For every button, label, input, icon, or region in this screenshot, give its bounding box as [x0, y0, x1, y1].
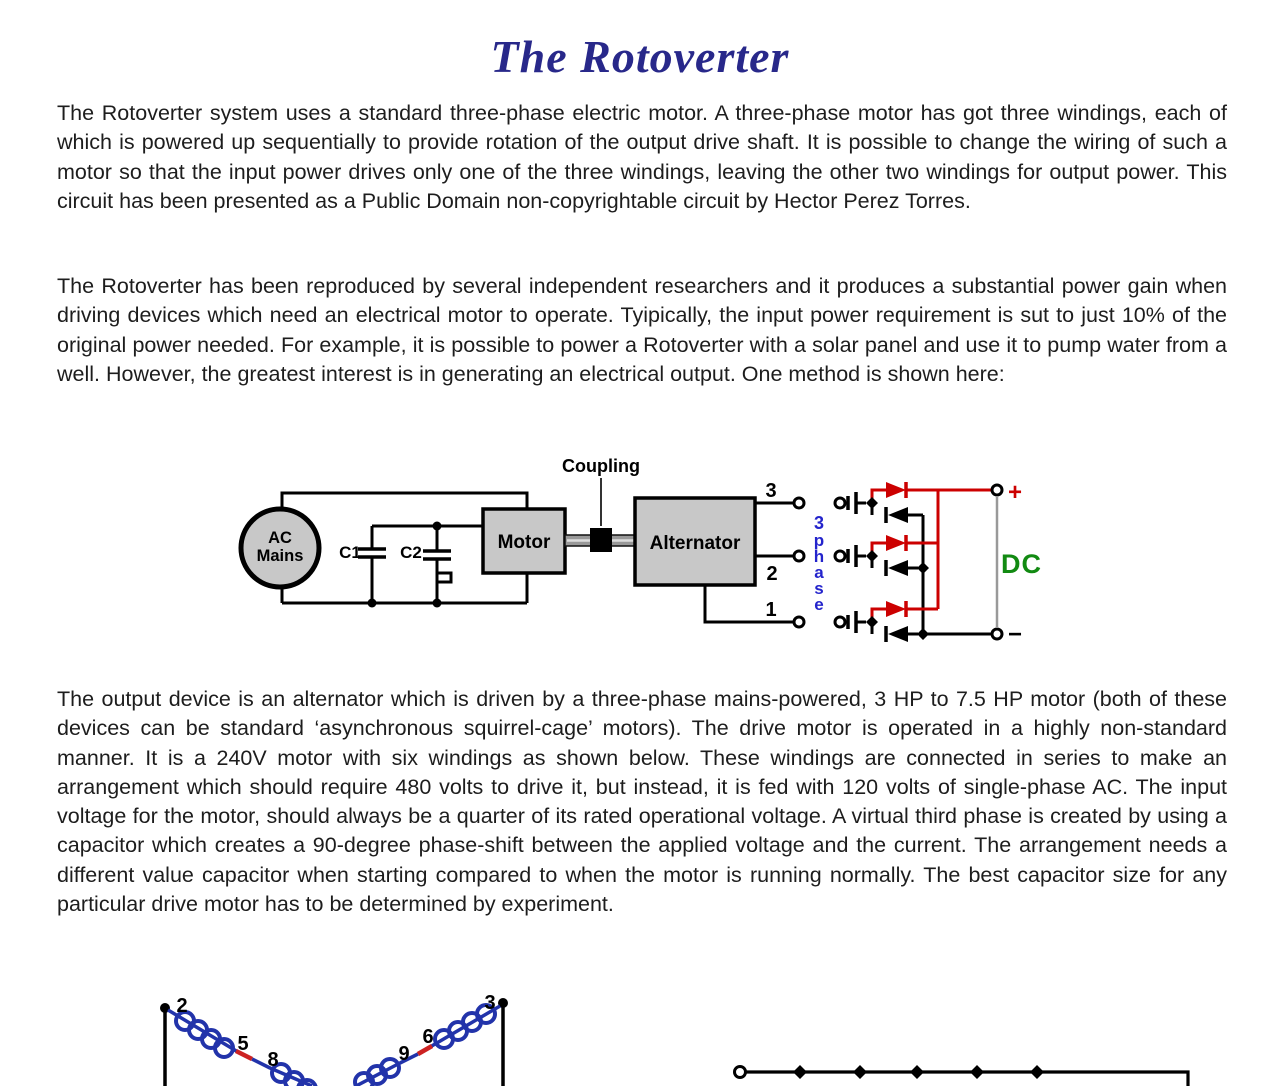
- winding-label-9: 9: [398, 1043, 410, 1065]
- second-circuit-top-edge: [735, 1065, 1189, 1086]
- ac-mains-label-line1: AC: [268, 529, 292, 547]
- svg-text:p: p: [813, 531, 825, 550]
- connector-bars: [848, 492, 856, 633]
- coupling-label: Coupling: [562, 456, 640, 476]
- winding-label-2: 2: [176, 995, 188, 1017]
- motor-windings-diagram: [160, 992, 508, 1086]
- svg-text:e: e: [814, 595, 824, 614]
- motor-label: Motor: [497, 532, 551, 553]
- capacitor-c1-label: C1: [339, 543, 361, 562]
- dc-label: DC: [1001, 549, 1042, 579]
- motor-box: [483, 509, 565, 573]
- rotoverter-circuit-diagram: [241, 456, 1042, 648]
- winding-label-3: 3: [484, 992, 496, 1014]
- svg-text:a: a: [814, 563, 824, 582]
- page-title: The Rotoverter: [490, 31, 790, 82]
- negative-diode-triangles: [888, 507, 908, 642]
- plus-label: +: [1008, 479, 1023, 506]
- positive-diode-triangles: [886, 482, 906, 617]
- winding-label-5: 5: [237, 1033, 249, 1055]
- alternator-box: [635, 498, 755, 585]
- start-switch-symbol: [437, 571, 451, 591]
- coupling-block: [590, 528, 612, 552]
- capacitor-c2-label: C2: [400, 543, 422, 562]
- dc-output: [997, 479, 1042, 648]
- capacitor-c2: [400, 543, 451, 591]
- minus-label: −: [1008, 621, 1023, 648]
- svg-text:h: h: [813, 547, 825, 566]
- three-phase-vertical-label: [814, 513, 824, 614]
- junction-dots: [368, 522, 442, 608]
- alternator-label: Alternator: [649, 533, 741, 554]
- rectifier-negative-diodes: [872, 503, 992, 642]
- phase-2-label: 2: [766, 563, 778, 585]
- winding-label-6: 6: [422, 1026, 434, 1048]
- ac-mains-label-line2: Mains: [256, 547, 304, 565]
- ac-mains-source: [241, 509, 319, 587]
- paragraph-1: The Rotoverter system uses a standard three-phase electric motor. A three-phase motor has got three windings, each of which is powered up sequentially to provide rotation of the output drive shaft. It is possible to change the wiring of such a motor so that the input power drives only one of the three windings, leaving the other two windings for output power. This circuit has been presented as a Public Domain non-copyrightable circuit by Hector Perez Torres.: [57, 101, 1227, 213]
- open-terminals: [794, 485, 1002, 639]
- capacitor-c1: [339, 543, 386, 562]
- paragraph-3: The output device is an alternator which is driven by a three-phase mains-powered, 3 HP to 7.5 HP motor (both of these devices can be standard ‘asynchronous squirrel-cage’ motors). The drive motor is operated in a highly non-standard manner. It is a 240V motor with six windings as shown below. These windings are connected in series to make an arrangement which should require 480 volts to drive it, but instead, it is fed with 120 volts of single-phase AC. The input voltage for the motor, should always be a quarter of its rated operational voltage. A virtual third phase is created by using a capacitor which creates a 90-degree phase-shift between the applied voltage and the current. The arrangement needs a different value capacitor when starting compared to when the motor is running normally. The best capacitor size for any particular drive motor has to be determined by experiment.: [57, 687, 1227, 917]
- phase-1-label: 1: [765, 599, 777, 621]
- winding-label-8: 8: [267, 1049, 279, 1071]
- svg-text:s: s: [814, 579, 824, 598]
- shaft-coupling: [562, 456, 640, 552]
- rectifier-positive-diodes: [872, 482, 992, 622]
- phase-3-label: 3: [765, 480, 777, 502]
- svg-text:3: 3: [813, 513, 825, 533]
- paragraph-2: The Rotoverter has been reproduced by several independent researchers and it produces a substantial power gain when driving devices which need an electrical motor to operate. Tyipically, the input power requirement is sut to just 10% of the original power needed. For example, it is possible to power a Rotoverter with a solar panel and use it to pump water from a well. However, the greatest interest is in generating an electrical output. One method is shown here:: [57, 274, 1227, 386]
